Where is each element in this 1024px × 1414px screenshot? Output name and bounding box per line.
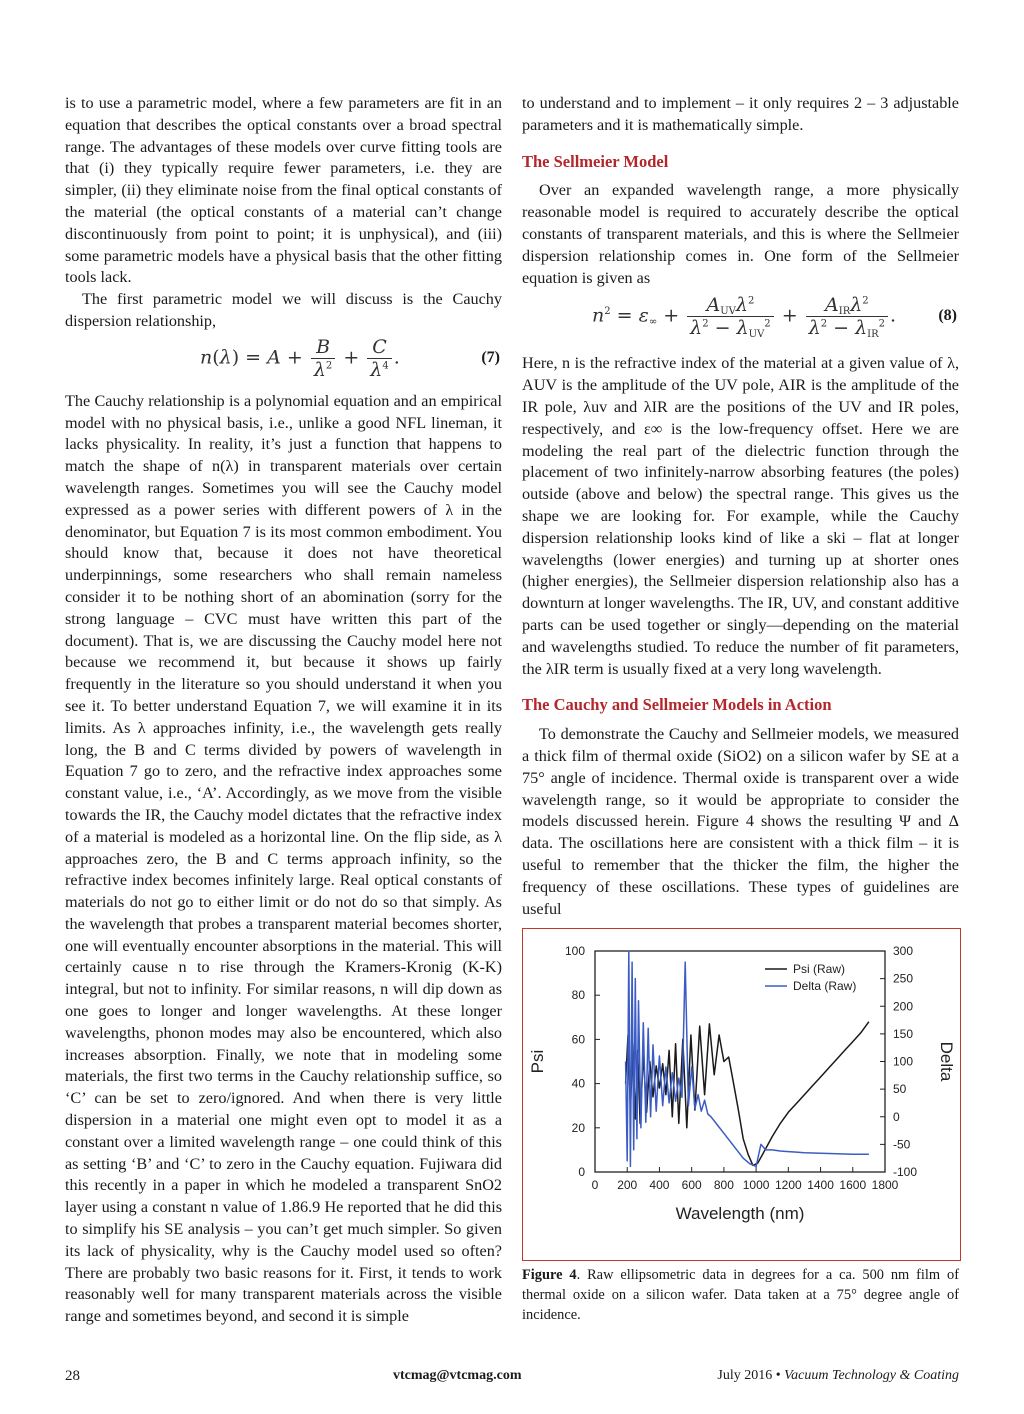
- footer-email[interactable]: vtcmag@vtcmag.com: [393, 1368, 522, 1383]
- y2-tick-label: 150: [893, 1027, 914, 1042]
- separator: •: [775, 1368, 781, 1383]
- x-tick-label: 1800: [871, 1178, 899, 1193]
- paragraph: The first parametric model we will discuss is the Cauchy dispersion relationship,: [65, 290, 502, 330]
- x-tick-label: 400: [649, 1178, 670, 1193]
- issue-date: July 2016: [717, 1368, 773, 1383]
- section-heading: The Sellmeier Model: [522, 151, 669, 171]
- y-tick-label: 0: [578, 1165, 585, 1180]
- y-axis-label: Psi: [528, 1049, 547, 1074]
- section-heading: The Cauchy and Sellmeier Models in Action: [522, 695, 832, 715]
- legend-label: Delta (Raw): [793, 979, 857, 994]
- journal-name: Vacuum Technology & Coating: [784, 1368, 959, 1383]
- caption-text: . Raw ellipsometric data in degrees for a ca. 500 nm film of thermal oxide on a silicon wafer. Data taken at a 75° degree angle of incidence.: [522, 1267, 959, 1324]
- y-tick-label: 80: [571, 988, 585, 1003]
- psi-delta-chart: [523, 929, 960, 1260]
- y2-tick-label: 100: [893, 1054, 914, 1069]
- paragraph: to understand and to implement – it only requires 2 – 3 adjustable parameters and it is mathematically simple.: [522, 94, 959, 134]
- paragraph: To demonstrate the Cauchy and Sellmeier models, we measured a thick film of thermal oxide (SiO2) on a silicon wafer by SE at a 75° angle of incidence. Thermal oxide is transparent over a wide wavelength range, so it would be appropriate to consider the models discussed herein. Figure 4 shows the resulting Ψ and Δ data. The oscillations here are consistent with a thick film – it is useful to remember that the thicker the film, the higher the frequency of these oscillations. These types of guidelines are useful: [522, 725, 959, 918]
- page-number: 28: [65, 1368, 80, 1384]
- cauchy-formula: n(λ) = A + $\frac{B}{\lambda^2}$ + $\frac{C}{\lambda^4}$ .: [200, 335, 400, 381]
- x-tick-label: 600: [681, 1178, 702, 1193]
- figure-caption: [522, 1265, 959, 1325]
- x-tick-label: 1400: [807, 1178, 834, 1193]
- x-tick-label: 200: [617, 1178, 638, 1193]
- y2-tick-label: -100: [893, 1165, 918, 1180]
- paragraph: The Cauchy relationship is a polynomial equation and an empirical model with no physical basis, i.e., unlike a good NFL lineman, it lacks physicality. In reality, it’s just a function that happens to match the shape of n(λ) in transparent materials over certain wavelength ranges. Sometimes you will see the Cauchy model expressed as a power series with different powers of λ in the denominator, but Equation 7 is its most common embodiment. You should know that, because it does not have theoretical underpinnings, some researchers who shall remain nameless consider it to be nothing short of an abomination (sorry for the strong language – CVC must have written this part of the document). That is, we are discussing the Cauchy model here not because we recommend it, but because it shows up fairly frequently in the literature so you should understand it when you see it. To better understand Equation 7, we will examine it in its limits. As λ approaches infinity, i.e., the wavelength gets really long, the B and C terms divided by powers of wavelength in Equation 7 go to zero, and the refractive index approaches some constant value, i.e., ‘A’. Accordingly, as we move from the visible towards the IR, the Cauchy model dictates that the refractive index of a material is modeled as a horizontal line. On the flip side, as λ approaches zero, the B and C terms approach infinity, so the refractive index becomes infinitely large. Real optical constants of materials do not go to either limit or do not do so that simply. As the wavelength that probes a transparent material becomes shorter, one will eventually encounter absorptions in the material. This will certainly cause n to rise through the Kramers-Kronig (K-K) integral, but not to infinity. For similar reasons, n will dip down as one goes to longer and longer wavelengths. At these longer wavelengths, phonon modes may also be encountered, which also increases absorption. Finally, we note that in modeling some materials, the first two terms in the Cauchy relationship suffice, so ‘C’ can be set to zero/ignored. And when there is very little dispersion in a material one might even opt to model it as a constant over a limited wavelength range – one could think of this as setting ‘B’ and ‘C’ to zero in the Cauchy equation. Fujiwara did this recently in a paper in which he modeled a transparent SnO2 layer using a constant n value of 1.86.9 He reported that he did this to simplify his SE analysis – you can’t get much simpler. So given its lack of physicality, why is the Cauchy model used so often? There are probably two basic reasons for it. First, it tends to work reasonably well for many transparent materials across the visible range and sometimes beyond, and second it is simple: [65, 391, 502, 1326]
- figure-4: [522, 928, 961, 1261]
- x-tick-label: 800: [713, 1178, 734, 1193]
- x-tick-label: 1200: [774, 1178, 802, 1193]
- x-tick-label: 1000: [742, 1178, 770, 1193]
- y-tick-label: 100: [564, 944, 585, 959]
- right-column: [522, 93, 959, 1325]
- x-tick-label: 1600: [839, 1178, 867, 1193]
- y2-tick-label: 0: [893, 1110, 900, 1125]
- y2-tick-label: 250: [893, 971, 914, 986]
- sellmeier-formula: $n^2 = \varepsilon_\infty$ + $\frac{A_{UV}\lambda^2}{\lambda^2 - \lambda_{UV}^2}$ + $\frac{A_{IR}\lambda^2}{\lambda^2 - \lambda_{IR}^2}$ .: [592, 294, 897, 341]
- y2-tick-label: 50: [893, 1082, 907, 1097]
- y2-tick-label: 300: [893, 944, 914, 959]
- x-axis-label: Wavelength (nm): [675, 1204, 805, 1224]
- y2-axis-label: Delta: [937, 1041, 956, 1082]
- y2-tick-label: 200: [893, 999, 914, 1014]
- footer-issue: [717, 1368, 959, 1384]
- caption-label: Figure 4: [522, 1267, 577, 1284]
- y-tick-label: 40: [571, 1076, 585, 1091]
- left-column: [65, 93, 502, 1328]
- equation-number: (8): [938, 307, 957, 325]
- equation-7: [65, 333, 502, 391]
- equation-8: [522, 289, 959, 353]
- legend-label: Psi (Raw): [793, 962, 846, 977]
- paragraph: Over an expanded wavelength range, a more physically reasonable model is required to accurately describe the optical constants of transparent materials, and this is where the Sellmeier dispersion relationship comes in. One form of the Sellmeier equation is given as: [522, 181, 959, 287]
- paragraph: is to use a parametric model, where a few parameters are fit in an equation that describes the optical constants over a broad spectral range. The advantages of these models over curve fitting tools are that (i) they typically require fewer parameters, i.e. they are simpler, (ii) they eliminate noise from the final optical constants of the material (the optical constants of a material can’t change discontinuously from point to point; it is unphysical), and (iii) some parametric models have a physical basis that the other fitting tools lack.: [65, 94, 502, 287]
- y2-tick-label: -50: [893, 1137, 911, 1152]
- x-tick-label: 0: [591, 1178, 599, 1193]
- y-tick-label: 60: [571, 1032, 585, 1047]
- y-tick-label: 20: [571, 1121, 585, 1136]
- equation-number: (7): [481, 348, 500, 366]
- paragraph: Here, n is the refractive index of the material at a given value of λ, AUV is the amplitude of the UV pole, AIR is the amplitude of the IR pole, λuv and λIR are the positions of the UV and IR poles, respectively, and ε∞ is the low-frequency offset. Here we are modeling the real part of the dielectric function through the placement of two infinitely-narrow absorbing features (the poles) outside (above and below) the spectral range. This gives us the shape we are looking for. For example, while the Cauchy dispersion relationship looks kind of like a ski – flat at longer wavelengths (lower energies) and turning up at shorter ones (higher energies), the Sellmeier dispersion relationship also has a downturn at longer wavelengths. The IR, UV, and constant additive parts can be used together or singly—depending on the material and wavelengths studied. To reduce the number of fit parameters, the λIR term is usually fixed at a very long wavelength.: [522, 354, 959, 678]
